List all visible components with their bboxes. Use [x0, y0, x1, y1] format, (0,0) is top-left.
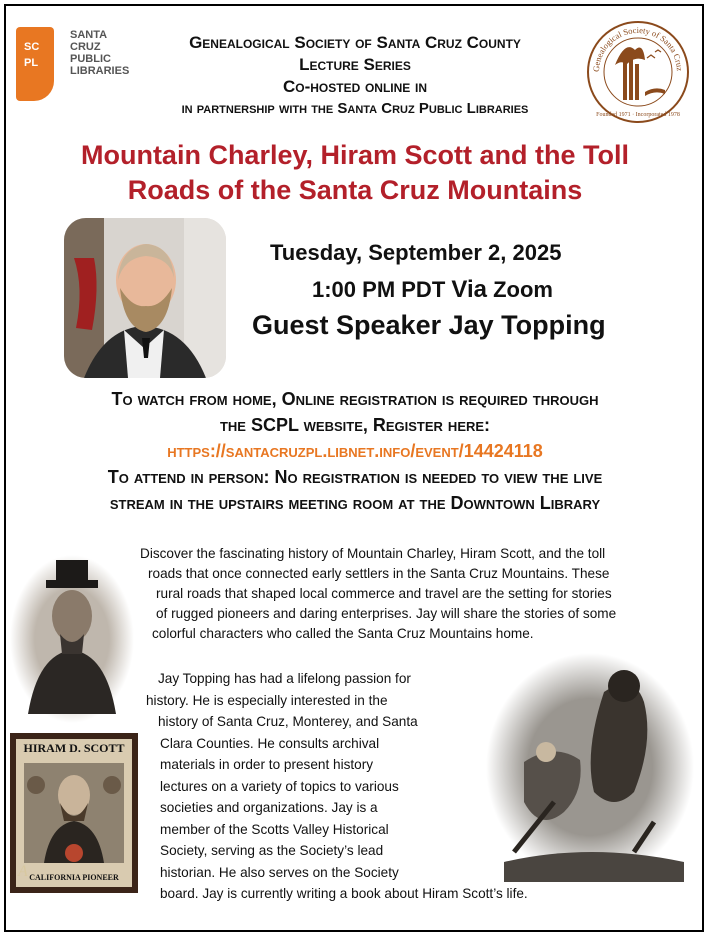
scpl-name-1: SANTA	[70, 29, 108, 41]
genealogical-society-seal	[585, 20, 691, 124]
event-details	[240, 240, 680, 341]
event-title	[10, 138, 700, 208]
event-speaker: Guest Speaker Jay Topping	[252, 310, 606, 340]
description-line: roads that once connected early settlers in the Santa Cruz Mountains. These	[148, 566, 610, 581]
scpl-abbr: SC	[24, 41, 40, 53]
description-line: rural roads that shaped local commerce and travel are the setting for stories	[156, 586, 612, 601]
svg-text:Genealogical Society of Santa: Genealogical Society of Santa Cruz	[590, 24, 686, 73]
scpl-badge	[16, 27, 54, 101]
registration-line-2: the SCPL website, Register here:	[219, 415, 491, 435]
bio-line: history of Santa Cruz, Monterey, and Santa	[158, 714, 418, 729]
event-date: Tuesday, September 2, 2025	[270, 240, 562, 265]
event-time-row	[240, 276, 680, 304]
bio-line: Society, serving as the Society’s lead	[160, 843, 384, 858]
header-line-3: Co-hosted online in	[282, 77, 428, 96]
bio-line: Jay Topping has had a lifelong passion for	[158, 671, 411, 686]
hiram-card-script: A	[18, 863, 28, 880]
bio-line: lectures on a variety of topics to various	[160, 778, 399, 794]
svg-text:Founded 1971 · Incorporated 19: Founded 1971 · Incorporated 1978	[596, 112, 680, 118]
bio-line: member of the Scotts Valley Historical	[160, 821, 389, 837]
speaker-bio	[140, 668, 610, 905]
title-line-2: Roads of the Santa Cruz Mountains	[127, 175, 583, 205]
bio-line: board. Jay is currently writing a book about Hiram Scott’s life.	[160, 886, 528, 901]
registration-url-id[interactable]: 14424118	[463, 441, 543, 461]
speaker-photo	[64, 218, 226, 378]
bio-line: Clara Counties. He consults archival	[160, 735, 380, 751]
scpl-name-2: CRUZ	[70, 41, 101, 53]
hiram-scott-card	[10, 733, 138, 893]
scpl-name-4: LIBRARIES	[70, 65, 130, 77]
registration-line-3: To attend in person: No registration is needed to view the live	[107, 467, 603, 487]
scpl-name-3: PUBLIC	[70, 53, 111, 65]
event-time: 1:00 PM PDT	[312, 277, 446, 302]
title-line-1: Mountain Charley, Hiram Scott and the Toll	[80, 140, 630, 170]
description-line: Discover the fascinating history of Mountain Charley, Hiram Scott, and the toll	[140, 546, 606, 561]
registration-url-prefix[interactable]: https://santacruzpl.libnet.info/event/	[167, 441, 464, 461]
bio-line: materials in order to present history	[160, 757, 374, 772]
lecture-description	[138, 544, 694, 644]
registration-info	[10, 386, 700, 516]
mountain-charley-portrait	[8, 554, 136, 724]
header	[110, 32, 600, 120]
bio-line: history. He is especially interested in the	[146, 692, 388, 708]
bio-line: societies and organizations. Jay is a	[160, 800, 378, 815]
description-line: of rugged pioneers and daring enterprises. Jay will share the stories of some	[156, 606, 617, 621]
registration-line-4: stream in the upstairs meeting room at the Downtown Library	[109, 493, 601, 513]
registration-link[interactable]	[10, 438, 700, 464]
scpl-abbr-2: PL	[24, 57, 39, 69]
header-line-2: Lecture Series	[299, 55, 411, 74]
header-line-1: Genealogical Society of Santa Cruz County	[189, 33, 521, 52]
hiram-card-name: HIRAM D. SCOTT	[23, 741, 125, 755]
registration-line-1: To watch from home, Online registration is required through	[111, 389, 599, 409]
hiram-card-caption: CALIFORNIA PIONEER	[29, 873, 119, 882]
event-platform: Zoom	[493, 277, 553, 302]
header-line-4: in partnership with the Santa Cruz Public Libraries	[181, 100, 529, 117]
description-line: colorful characters who called the Santa Cruz Mountains home.	[152, 626, 534, 641]
event-via: Via	[451, 276, 487, 303]
bio-line: historian. He also serves on the Society	[160, 864, 399, 880]
